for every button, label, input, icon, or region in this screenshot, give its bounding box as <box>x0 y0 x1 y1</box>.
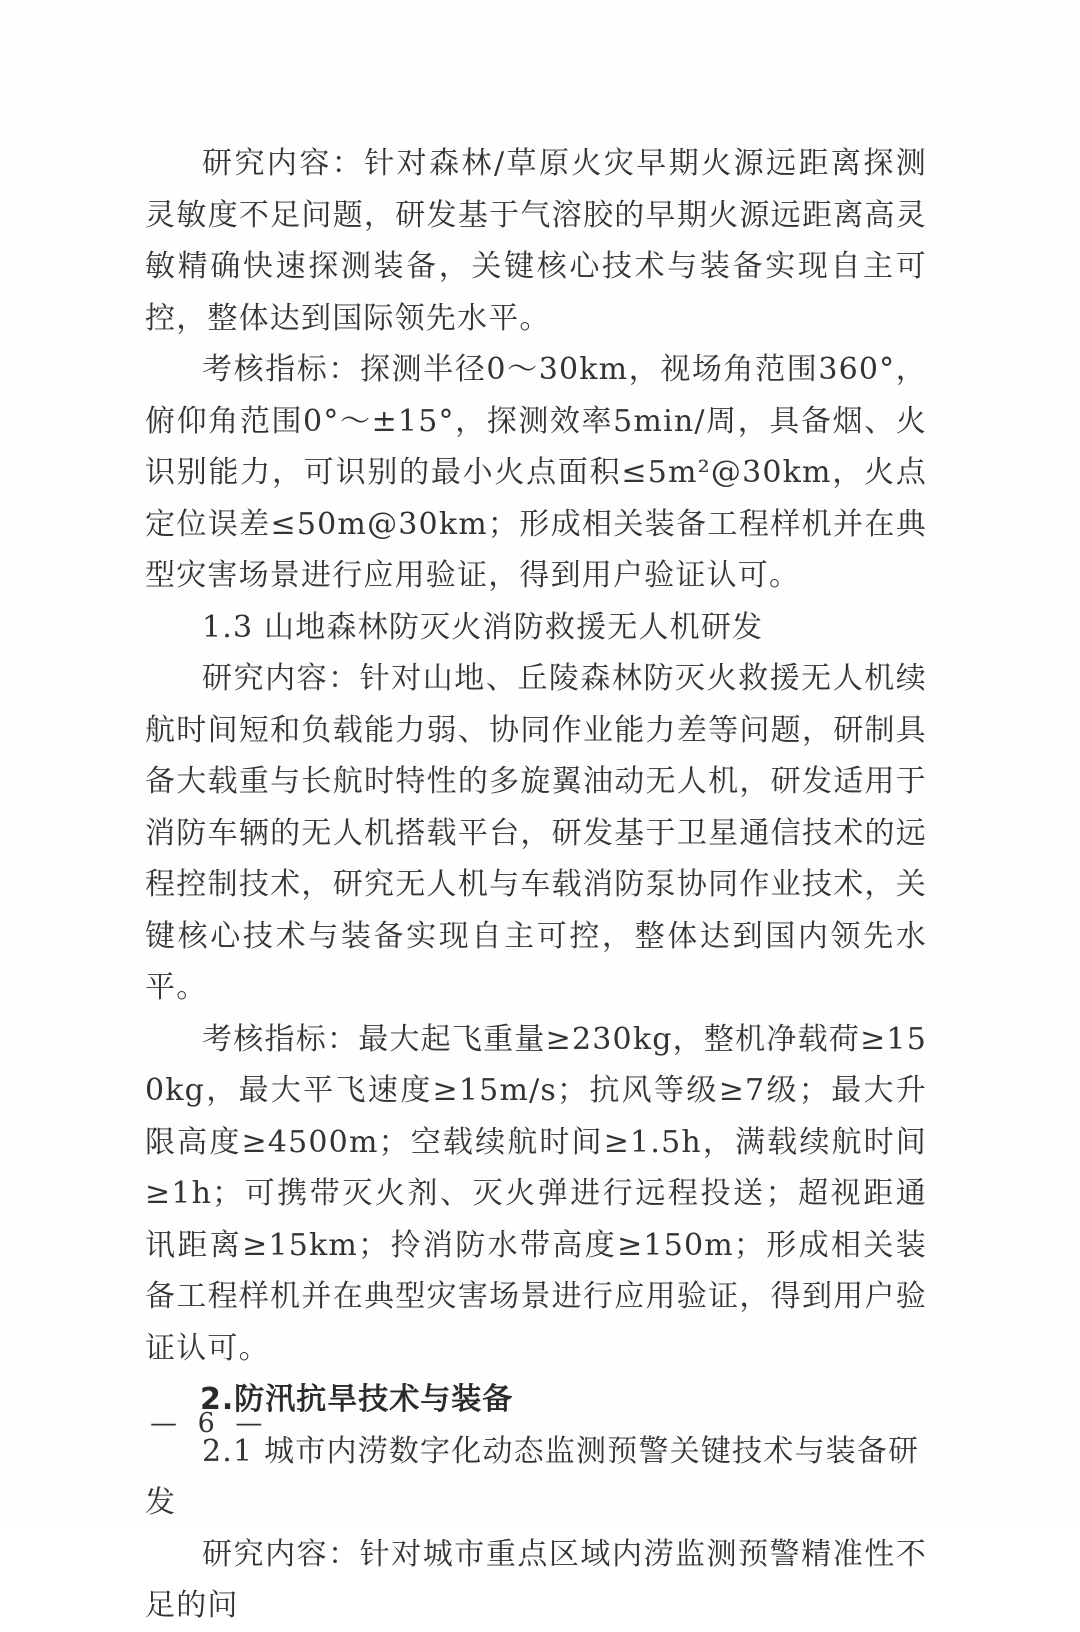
section-heading-2-1: 2.1 城市内涝数字化动态监测预警关键技术与装备研发 <box>145 1433 920 1520</box>
section-heading-1-3: 1.3 山地森林防灭火消防救援无人机研发 <box>202 609 764 645</box>
section-heading-2: 2.防汛抗旱技术与装备 <box>200 1382 514 1417</box>
paragraph-research-content-drone: 研究内容：针对山地、丘陵森林防灭火救援无人机续航时间短和负载能力弱、协同作业能力差等问题，研制具备大载重与长航时特性的多旋翼油动无人机，研发适用于消防车辆的无人机搭载平台，研发基于卫星通信技术的远程控制技术，研究无人机与车载消防泵协同作业技术，关键核心技术与装备实现自主可控，整体达到国内领先水平。 <box>145 661 927 1005</box>
paragraph-assessment-indicators-drone: 考核指标：最大起飞重量≥230kg，整机净载荷≥150kg，最大平飞速度≥15m/s；抗风等级≥7级；最大升限高度≥4500m；空载续航时间≥1.5h，满载续航时间≥1h；可携带灭火剂、灭火弹进行远程投送；超视距通讯距离≥15km；拎消防水带高度≥150m；形成相关装备工程样机并在典型灾害场景进行应用验证，得到用户验证认可。 <box>145 1021 927 1366</box>
paragraph-research-content-waterlogging: 研究内容：针对城市重点区域内涝监测预警精准性不足的问 <box>145 1536 927 1623</box>
paragraph-assessment-indicators-fire-detection: 考核指标：探测半径0～30km，视场角范围360°，俯仰角范围0°～±15°，探测效率5min/周，具备烟、火识别能力，可识别的最小火点面积≤5m²@30km，火点定位误差≤50m@30km；形成相关装备工程样机并在典型灾害场景进行应用验证，得到用户验证认可。 <box>145 352 927 593</box>
paragraph-research-content-fire-detection: 研究内容：针对森林/草原火灾早期火源远距离探测灵敏度不足问题，研发基于气溶胶的早期火源远距离高灵敏精确快速探测装备，关键核心技术与装备实现自主可控，整体达到国际领先水平。 <box>145 146 927 336</box>
page-number: — 6 — <box>150 1408 269 1439</box>
